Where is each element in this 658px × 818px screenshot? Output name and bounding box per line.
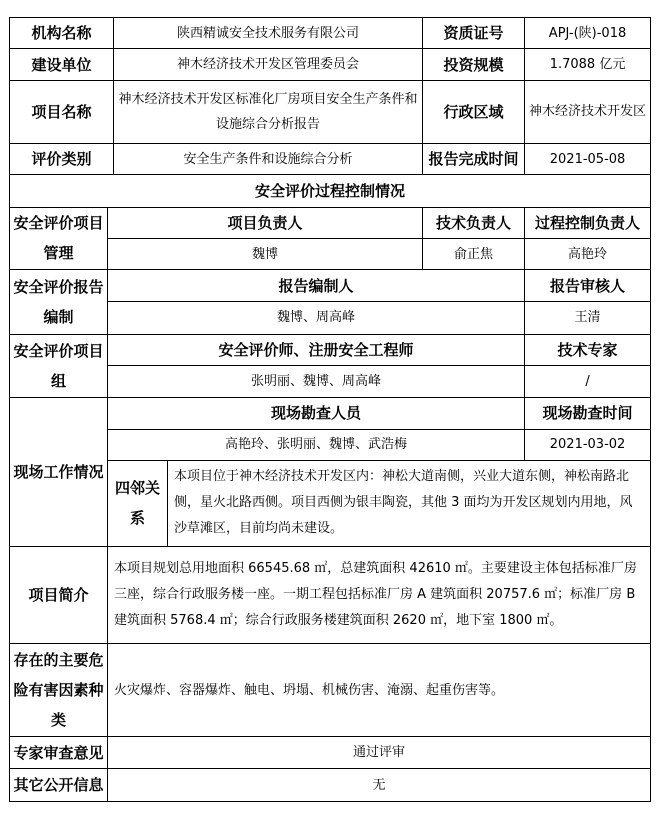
hazards-text: 火灾爆炸、容器爆炸、触电、坍塌、机械伤害、淹溺、起重伤害等。 [108, 644, 651, 736]
date-value: 2021-05-08 [525, 143, 651, 174]
unit-label: 建设单位 [10, 49, 114, 80]
org-label: 机构名称 [10, 18, 114, 49]
report-author-value: 魏博、周高峰 [108, 302, 525, 334]
org-value: 陕西精诚安全技术服务有限公司 [114, 18, 423, 49]
project-lead-value: 魏博 [108, 239, 423, 269]
expert-label: 专家审查意见 [10, 736, 108, 768]
management-label: 安全评价项目管理 [10, 207, 108, 269]
assessor-header: 安全评价师、注册安全工程师 [108, 334, 525, 365]
row-unit [10, 49, 651, 80]
cert-label: 资质证号 [423, 18, 525, 49]
row-hazards [10, 644, 651, 736]
survey-staff-header: 现场勘查人员 [108, 397, 525, 429]
project-label: 项目名称 [10, 80, 114, 143]
row-org [10, 18, 651, 49]
category-label: 评价类别 [10, 143, 114, 174]
invest-label: 投资规模 [423, 49, 525, 80]
summary-text: 本项目规划总用地面积 66545.68 ㎡，总建筑面积 42610 ㎡。主要建设主体包括标准厂房三座，综合行政服务楼一座。一期工程包括标准厂房 A 建筑面积 20757.6 ㎡；标准厂房 B 建筑面积 5768.4 ㎡；综合行政服务楼建筑面积 2620 ㎡，地下室 1800 ㎡。 [108, 546, 651, 643]
team-label: 安全评价项目组 [10, 334, 108, 397]
row-other [10, 769, 651, 802]
process-control-lead-value: 高艳玲 [525, 239, 651, 269]
row-summary [10, 546, 651, 643]
unit-value: 神木经济技术开发区管理委员会 [114, 49, 423, 80]
expert-value: 通过评审 [108, 736, 651, 768]
report-reviewer-value: 王清 [525, 302, 651, 334]
row-fieldwork-headers [10, 397, 651, 429]
project-lead-header: 项目负责人 [108, 207, 423, 238]
process-control-lead-header: 过程控制负责人 [525, 207, 651, 238]
row-process-title [10, 175, 651, 207]
row-management-headers [10, 207, 651, 238]
hazards-label: 存在的主要危险有害因素种类 [10, 644, 108, 736]
report-info-table [9, 17, 651, 802]
project-value: 神木经济技术开发区标准化厂房项目安全生产条件和设施综合分析报告 [114, 80, 423, 143]
invest-value: 1.7088 亿元 [525, 49, 651, 80]
survey-time-value: 2021-03-02 [525, 430, 651, 460]
report-info-sheet [9, 17, 650, 802]
report-author-header: 报告编制人 [108, 269, 525, 301]
neighbors-text: 本项目位于神木经济技术开发区内：神松大道南侧，兴业大道东侧，神松南路北侧，星火北路西侧。项目西侧为银丰陶瓷，其他 3 面均为开发区规划内用地，风沙草滩区，目前均尚未建设。 [168, 460, 651, 546]
other-label: 其它公开信息 [10, 769, 108, 802]
region-value: 神木经济技术开发区 [525, 80, 651, 143]
tech-expert-header: 技术专家 [525, 334, 651, 365]
row-compilation-headers [10, 269, 651, 301]
compilation-label: 安全评价报告编制 [10, 269, 108, 334]
region-label: 行政区域 [423, 80, 525, 143]
assessor-value: 张明丽、魏博、周高峰 [108, 366, 525, 397]
tech-expert-value: / [525, 366, 651, 397]
cert-value: APJ-(陕)-018 [525, 18, 651, 49]
process-section-title: 安全评价过程控制情况 [10, 175, 651, 207]
row-expert [10, 736, 651, 768]
category-value: 安全生产条件和设施综合分析 [114, 143, 423, 174]
report-reviewer-header: 报告审核人 [525, 269, 651, 301]
summary-label: 项目简介 [10, 546, 108, 643]
tech-lead-value: 俞正焦 [423, 239, 525, 269]
survey-time-header: 现场勘查时间 [525, 397, 651, 429]
date-label: 报告完成时间 [423, 143, 525, 174]
tech-lead-header: 技术负责人 [423, 207, 525, 238]
row-team-headers [10, 334, 651, 365]
fieldwork-label: 现场工作情况 [10, 397, 108, 546]
row-category [10, 143, 651, 174]
survey-staff-value: 高艳玲、张明丽、魏博、武浩梅 [108, 430, 525, 460]
other-value: 无 [108, 769, 651, 802]
neighbors-label: 四邻关系 [108, 460, 168, 546]
row-project [10, 80, 651, 143]
